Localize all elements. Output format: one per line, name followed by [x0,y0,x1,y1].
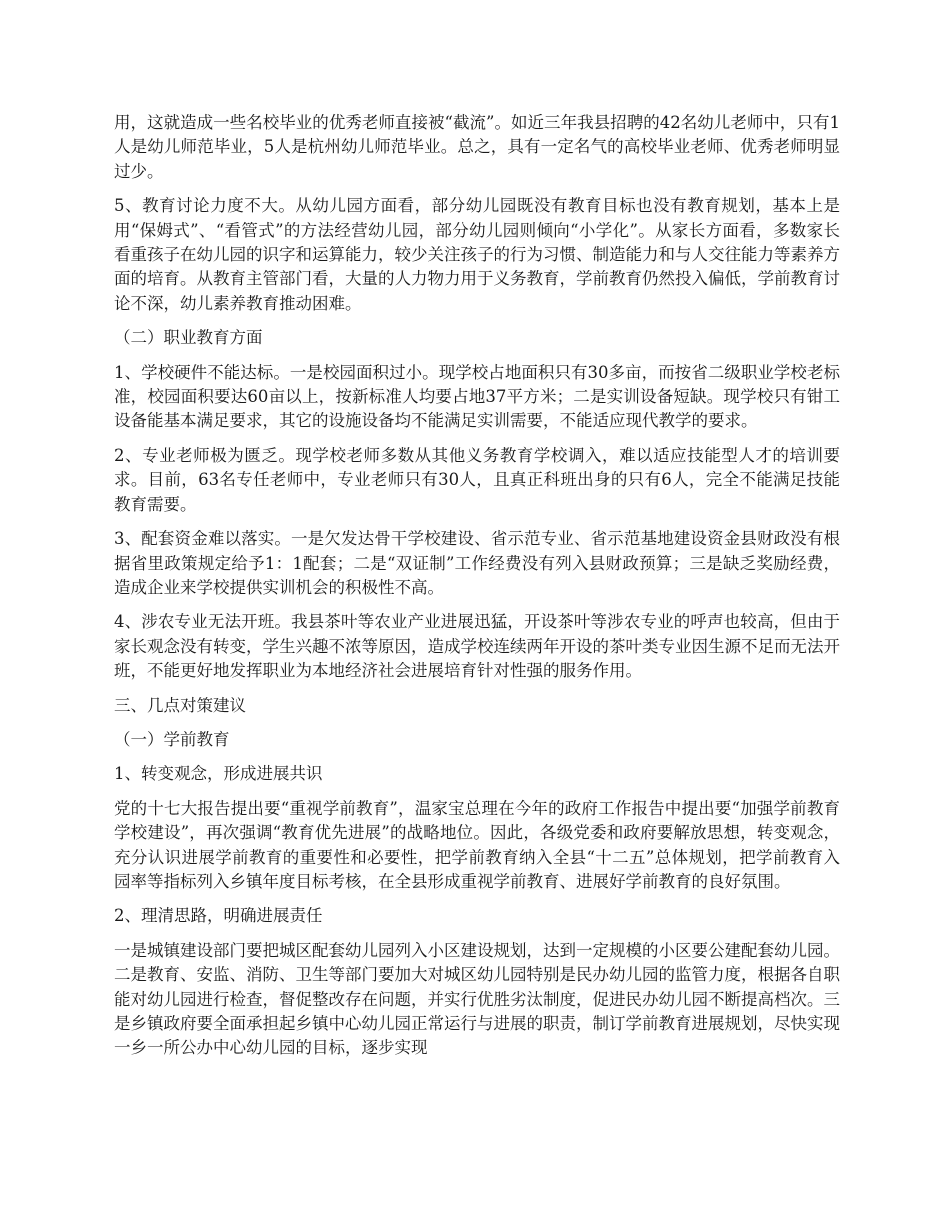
paragraph-item-5-research: 5、教育讨论力度不大。从幼儿园方面看，部分幼儿园既没有教育目标也没有教育规划，基本上是用“保姆式”、“看管式”的方法经营幼儿园，部分幼儿园则倾向“小学化”。从家长方面看，多数家长看重孩子在幼儿园的识字和运算能力，较少关注孩子的行为习惯、制造能力和与人交往能力等素养方面的培育。从教育主管部门看，大量的人力物力用于义务教育，学前教育仍然投入偏低，学前教育讨论不深，幼儿素养教育推动困难。 [114,196,840,313]
paragraph-item-2-teachers: 2、专业老师极为匮乏。现学校老师多数从其他义务教育学校调入，难以适应技能型人才的培训要求。目前，63名专任老师中，专业老师只有30人，且真正科班出身的只有6人，完全不能满足技能教育需要。 [114,445,840,514]
document-page [114,111,840,1071]
paragraph-responsibilities: 一是城镇建设部门要把城区配套幼儿园列入小区建设规划，达到一定规模的小区要公建配套幼儿园。二是教育、安监、消防、卫生等部门要加大对城区幼儿园特别是民办幼儿园的监管力度，根据各自职能对幼儿园进行检查，督促整改存在问题，并实行优胜劣汰制度，促进民办幼儿园不断提高档次。三是乡镇政府要全面承担起乡镇中心幼儿园正常运行与进展的职责，制订学前教育进展规划，尽快实现一乡一所公办中心幼儿园的目标，逐步实现 [114,940,840,1058]
subheading-clarify-thinking: 2、理清思路，明确进展责任 [114,906,323,926]
paragraph-item-3-funding: 3、配套资金难以落实。一是欠发达骨干学校建设、省示范专业、省示范基地建设资金县财政没有根据省里政策规定给予1：1配套；二是“双证制”工作经费没有列入县财政预算；三是缺乏奖励经费，造成企业来学校提供实训机会的积极性不高。 [114,529,840,597]
section-heading-vocational: （二）职业教育方面 [114,328,263,348]
paragraph-item-4-agriculture: 4、涉农专业无法开班。我县茶叶等农业产业进展迅猛，开设茶叶等涉农专业的呼声也较高，但由于家长观念没有转变，学生兴趣不浓等原因，造成学校连续两年开设的茶叶类专业因生源不足而无法开班，不能更好地发挥职业为本地经济社会进展培育针对性强的服务作用。 [114,612,840,681]
paragraph-party-report: 党的十七大报告提出要“重视学前教育”，温家宝总理在今年的政府工作报告中提出要“加强学前教育学校建设”，再次强调“教育优先进展”的战略地位。因此，各级党委和政府要解放思想，转变观念，充分认识进展学前教育的重要性和必要性，把学前教育纳入全县“十二五”总体规划，把学前教育入园率等指标列入乡镇年度目标考核，在全县形成重视学前教育、进展好学前教育的良好氛围。 [114,798,840,891]
paragraph-item-1-hardware: 1、学校硬件不能达标。一是校园面积过小。现学校占地面积只有30多亩，而按省二级职业学校老标准，校园面积要达60亩以上，按新标准人均要占地37平方米；二是实训设备短缺。现学校只有钳工设备能基本满足要求，其它的设施设备均不能满足实训需要，不能适应现代教学的要求。 [114,362,840,431]
section-heading-preschool: （一）学前教育 [114,729,230,749]
section-heading-suggestions: 三、几点对策建议 [114,695,246,715]
paragraph-continuation: 用，这就造成一些名校毕业的优秀老师直接被“截流”。如近三年我县招聘的42名幼儿老师中，只有1人是幼儿师范毕业，5人是杭州幼儿师范毕业。总之，具有一定名气的高校毕业老师、优秀老师明显过少。 [114,113,840,181]
subheading-change-concept: 1、转变观念，形成进展共识 [114,764,323,784]
